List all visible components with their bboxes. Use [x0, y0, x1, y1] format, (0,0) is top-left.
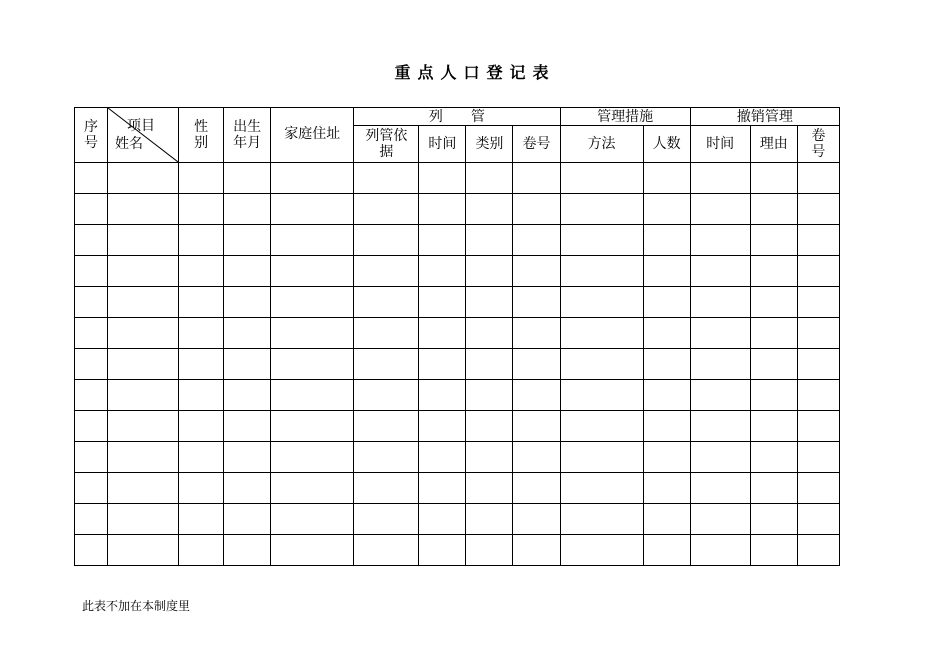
header-listed-volume: 卷号: [513, 126, 560, 163]
table-cell[interactable]: [466, 256, 513, 287]
table-cell[interactable]: [513, 256, 560, 287]
table-cell[interactable]: [643, 256, 690, 287]
table-cell[interactable]: [179, 225, 224, 256]
header-measures-method: 方法: [560, 126, 643, 163]
footnote: 此表不加在本制度里: [82, 599, 191, 613]
table-cell[interactable]: [797, 411, 839, 442]
table-cell[interactable]: [643, 411, 690, 442]
table-cell[interactable]: [354, 504, 419, 535]
table-cell[interactable]: [108, 163, 179, 194]
table-cell[interactable]: [750, 411, 797, 442]
table-cell[interactable]: [513, 287, 560, 318]
table-cell[interactable]: [419, 225, 466, 256]
table-cell[interactable]: [224, 318, 271, 349]
table-cell[interactable]: [466, 535, 513, 566]
table-cell[interactable]: [271, 163, 354, 194]
table-cell[interactable]: [179, 287, 224, 318]
table-cell[interactable]: [271, 287, 354, 318]
table-cell[interactable]: [354, 225, 419, 256]
table-cell[interactable]: [75, 504, 108, 535]
table-cell[interactable]: [690, 349, 750, 380]
diagonal-line: [108, 108, 178, 162]
table-cell[interactable]: [419, 318, 466, 349]
table-cell[interactable]: [690, 535, 750, 566]
table-cell[interactable]: [466, 318, 513, 349]
table-cell[interactable]: [643, 318, 690, 349]
table-cell[interactable]: [179, 380, 224, 411]
table-cell[interactable]: [75, 380, 108, 411]
header-gender: 性 别: [179, 108, 224, 163]
table-cell[interactable]: [466, 473, 513, 504]
table-cell[interactable]: [271, 535, 354, 566]
table-cell[interactable]: [797, 318, 839, 349]
table-cell[interactable]: [750, 318, 797, 349]
table-row: [75, 256, 840, 287]
table-cell[interactable]: [179, 411, 224, 442]
table-cell[interactable]: [354, 380, 419, 411]
table-cell[interactable]: [513, 442, 560, 473]
table-cell[interactable]: [108, 535, 179, 566]
table-cell[interactable]: [354, 256, 419, 287]
table-cell[interactable]: [797, 504, 839, 535]
page-title: 重点人口登记表: [394, 63, 556, 82]
table-row: [75, 380, 840, 411]
table-cell[interactable]: [513, 504, 560, 535]
header-revoke-group: 撤销管理: [690, 108, 839, 126]
table-cell[interactable]: [690, 411, 750, 442]
table-row: [75, 318, 840, 349]
table-cell[interactable]: [466, 225, 513, 256]
table-cell[interactable]: [643, 349, 690, 380]
table-cell[interactable]: [513, 411, 560, 442]
table-cell[interactable]: [108, 442, 179, 473]
table-cell[interactable]: [108, 349, 179, 380]
table-row: [75, 504, 840, 535]
table-cell[interactable]: [750, 504, 797, 535]
table-cell[interactable]: [271, 349, 354, 380]
table-cell[interactable]: [108, 194, 179, 225]
table-cell[interactable]: [797, 194, 839, 225]
table-cell[interactable]: [75, 318, 108, 349]
table-cell[interactable]: [560, 380, 643, 411]
header-item: 项目: [127, 118, 156, 134]
table-cell[interactable]: [224, 504, 271, 535]
table-cell[interactable]: [560, 194, 643, 225]
table-cell[interactable]: [271, 225, 354, 256]
table-cell[interactable]: [108, 411, 179, 442]
table-cell[interactable]: [75, 411, 108, 442]
table-cell[interactable]: [797, 473, 839, 504]
table-cell[interactable]: [797, 535, 839, 566]
table-cell[interactable]: [643, 380, 690, 411]
table-cell[interactable]: [560, 256, 643, 287]
table-cell[interactable]: [797, 287, 839, 318]
table-cell[interactable]: [108, 287, 179, 318]
table-cell[interactable]: [419, 256, 466, 287]
table-cell[interactable]: [643, 535, 690, 566]
table-cell[interactable]: [271, 473, 354, 504]
table-cell[interactable]: [179, 504, 224, 535]
table-cell[interactable]: [643, 194, 690, 225]
table-cell[interactable]: [750, 287, 797, 318]
header-name: 姓名: [115, 136, 144, 152]
table-cell[interactable]: [750, 442, 797, 473]
table-cell[interactable]: [560, 318, 643, 349]
header-listed-category: 类别: [466, 126, 513, 163]
table-cell[interactable]: [75, 535, 108, 566]
table-cell[interactable]: [271, 256, 354, 287]
table-cell[interactable]: [354, 535, 419, 566]
table-cell[interactable]: [560, 287, 643, 318]
table-cell[interactable]: [179, 194, 224, 225]
table-cell[interactable]: [797, 349, 839, 380]
table-cell[interactable]: [224, 349, 271, 380]
table-body: [75, 163, 840, 566]
header-revoke-time: 时间: [690, 126, 750, 163]
table-cell[interactable]: [560, 442, 643, 473]
table-cell[interactable]: [513, 225, 560, 256]
table-cell[interactable]: [690, 442, 750, 473]
table-cell[interactable]: [513, 349, 560, 380]
table-cell[interactable]: [466, 163, 513, 194]
table-cell[interactable]: [560, 349, 643, 380]
table-cell[interactable]: [179, 349, 224, 380]
table-cell[interactable]: [354, 473, 419, 504]
table-cell[interactable]: [643, 163, 690, 194]
table-row: [75, 287, 840, 318]
table-cell[interactable]: [419, 473, 466, 504]
table-cell[interactable]: [643, 504, 690, 535]
table-cell[interactable]: [271, 318, 354, 349]
table-cell[interactable]: [75, 163, 108, 194]
table-cell[interactable]: [513, 473, 560, 504]
table-cell[interactable]: [419, 442, 466, 473]
table-cell[interactable]: [690, 225, 750, 256]
table-cell[interactable]: [271, 411, 354, 442]
header-address: 家庭住址: [271, 108, 354, 163]
table-cell[interactable]: [560, 504, 643, 535]
table-cell[interactable]: [271, 504, 354, 535]
table-cell[interactable]: [643, 225, 690, 256]
header-listed-time: 时间: [419, 126, 466, 163]
table-cell[interactable]: [271, 194, 354, 225]
table-row: [75, 473, 840, 504]
table-cell[interactable]: [179, 473, 224, 504]
table-cell[interactable]: [354, 349, 419, 380]
table-cell[interactable]: [108, 473, 179, 504]
table-cell[interactable]: [224, 256, 271, 287]
table-cell[interactable]: [419, 163, 466, 194]
table-cell[interactable]: [513, 163, 560, 194]
table-cell[interactable]: [750, 535, 797, 566]
table-cell[interactable]: [690, 194, 750, 225]
table-cell[interactable]: [224, 287, 271, 318]
table-cell[interactable]: [271, 380, 354, 411]
header-listed-group: 列管: [354, 108, 560, 126]
header-birth: 出生 年月: [224, 108, 271, 163]
table-cell[interactable]: [466, 287, 513, 318]
table-cell[interactable]: [354, 287, 419, 318]
table-cell[interactable]: [466, 504, 513, 535]
table-cell[interactable]: [797, 225, 839, 256]
table-cell[interactable]: [466, 380, 513, 411]
table-cell[interactable]: [643, 473, 690, 504]
table-row: [75, 225, 840, 256]
table-cell[interactable]: [75, 349, 108, 380]
table-cell[interactable]: [179, 535, 224, 566]
table-cell[interactable]: [354, 411, 419, 442]
table-cell[interactable]: [75, 256, 108, 287]
table-cell[interactable]: [75, 442, 108, 473]
table-cell[interactable]: [750, 256, 797, 287]
table-cell[interactable]: [75, 225, 108, 256]
header-revoke-volume: 卷 号: [797, 126, 839, 163]
table-cell[interactable]: [797, 256, 839, 287]
header-seq: 序 号: [75, 108, 108, 163]
table-cell[interactable]: [690, 163, 750, 194]
table-cell[interactable]: [224, 473, 271, 504]
table-cell[interactable]: [179, 256, 224, 287]
table-cell[interactable]: [560, 473, 643, 504]
table-cell[interactable]: [560, 535, 643, 566]
table-cell[interactable]: [750, 349, 797, 380]
table-cell[interactable]: [560, 411, 643, 442]
table-cell[interactable]: [690, 473, 750, 504]
table-cell[interactable]: [419, 194, 466, 225]
table-cell[interactable]: [224, 380, 271, 411]
table-cell[interactable]: [513, 535, 560, 566]
table-cell[interactable]: [419, 504, 466, 535]
table-cell[interactable]: [643, 287, 690, 318]
table-cell[interactable]: [354, 318, 419, 349]
table-cell[interactable]: [419, 349, 466, 380]
table-cell[interactable]: [108, 256, 179, 287]
table-row: [75, 163, 840, 194]
table-cell[interactable]: [513, 318, 560, 349]
table-row: [75, 194, 840, 225]
table-cell[interactable]: [466, 411, 513, 442]
table-cell[interactable]: [419, 411, 466, 442]
table-cell[interactable]: [354, 194, 419, 225]
table-cell[interactable]: [750, 194, 797, 225]
header-listed-basis: 列管依 据: [354, 126, 419, 163]
table-cell[interactable]: [75, 473, 108, 504]
table-cell[interactable]: [690, 287, 750, 318]
table-cell[interactable]: [179, 163, 224, 194]
table-cell[interactable]: [271, 442, 354, 473]
table-cell[interactable]: [690, 256, 750, 287]
table-cell[interactable]: [560, 225, 643, 256]
table-cell[interactable]: [108, 504, 179, 535]
header-item-name: [108, 108, 179, 163]
table-cell[interactable]: [224, 535, 271, 566]
table-cell[interactable]: [690, 380, 750, 411]
header-revoke-reason: 理由: [750, 126, 797, 163]
table-cell[interactable]: [108, 225, 179, 256]
table-cell[interactable]: [179, 318, 224, 349]
table-cell[interactable]: [224, 442, 271, 473]
table-row: [75, 411, 840, 442]
table-cell[interactable]: [560, 163, 643, 194]
table-cell[interactable]: [797, 442, 839, 473]
table-cell[interactable]: [224, 194, 271, 225]
table-cell[interactable]: [466, 194, 513, 225]
table-cell[interactable]: [797, 380, 839, 411]
table-cell[interactable]: [354, 163, 419, 194]
table-cell[interactable]: [419, 287, 466, 318]
table-cell[interactable]: [643, 442, 690, 473]
table-cell[interactable]: [513, 380, 560, 411]
table-cell[interactable]: [690, 504, 750, 535]
table-cell[interactable]: [75, 287, 108, 318]
table-cell[interactable]: [750, 380, 797, 411]
table-cell[interactable]: [690, 318, 750, 349]
table-cell[interactable]: [750, 473, 797, 504]
table-cell[interactable]: [108, 318, 179, 349]
table-cell[interactable]: [419, 535, 466, 566]
table-cell[interactable]: [750, 225, 797, 256]
header-measures-count: 人数: [643, 126, 690, 163]
table-cell[interactable]: [354, 442, 419, 473]
table-cell[interactable]: [466, 442, 513, 473]
table-cell[interactable]: [419, 380, 466, 411]
registration-table: [74, 107, 840, 566]
table-cell[interactable]: [224, 163, 271, 194]
table-row: [75, 535, 840, 566]
table-cell[interactable]: [75, 194, 108, 225]
table-cell[interactable]: [513, 194, 560, 225]
table-cell[interactable]: [179, 442, 224, 473]
table-cell[interactable]: [108, 380, 179, 411]
table-row: [75, 349, 840, 380]
table-row: [75, 442, 840, 473]
header-measures-group: 管理措施: [560, 108, 690, 126]
table-cell[interactable]: [224, 411, 271, 442]
table-cell[interactable]: [797, 163, 839, 194]
table-cell[interactable]: [466, 349, 513, 380]
table-cell[interactable]: [224, 225, 271, 256]
table-cell[interactable]: [750, 163, 797, 194]
